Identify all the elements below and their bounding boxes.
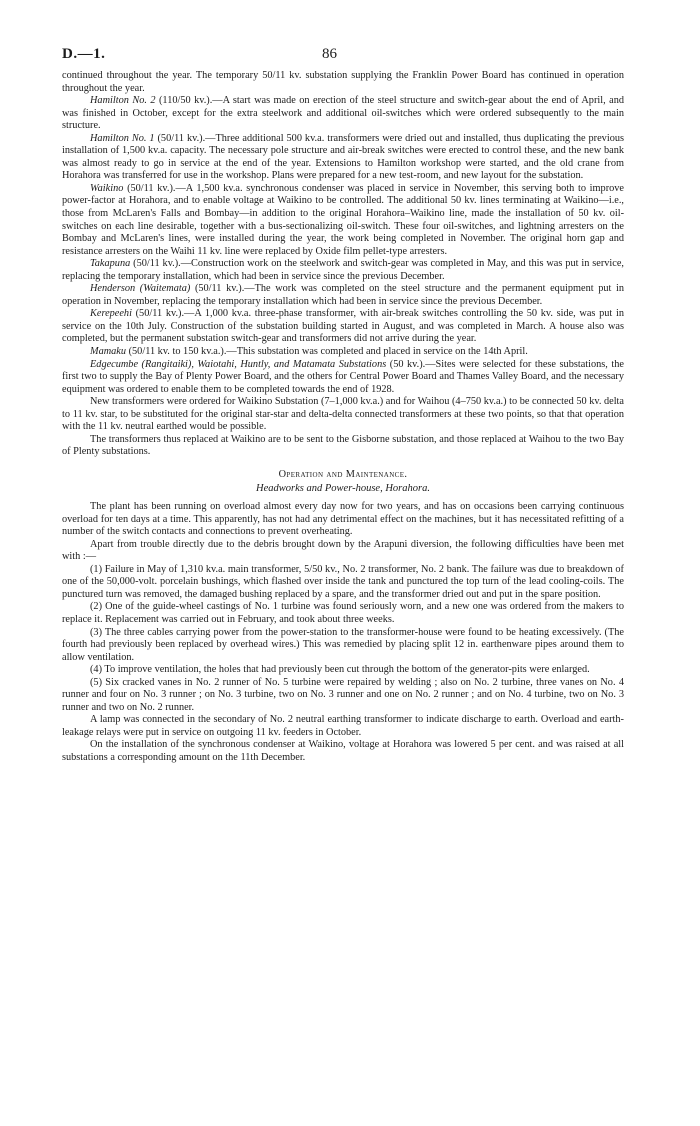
paragraph-edgecumbe: Edgecumbe (Rangitaiki), Waiotahi, Huntly, and Matamata Substations (50 kv.).—Sites were selected for these substations, the first two to supply the Bay of Plenty Power Board, and the others for Central Power Board and Thames Valley Board, and the necessary equipment was ordered to enable them to be completed towards the end of 1928. [62,358,624,395]
paragraph: On the installation of the synchronous condenser at Waikino, voltage at Horahora was lowered 5 per cent. and was raised at all substations a corresponding amount on the 11th December. [62,739,624,763]
section-subheading: Headworks and Power-house, Horahora. [256,482,430,494]
paragraph-henderson: Henderson (Waitemata) (50/11 kv.).—The work was completed on the steel structure and the permanent equipment put in operation in November, replacing the temporary installation which had been in service since the previous December. [62,283,624,307]
page-number: 86 [322,46,337,62]
paragraph-mamaku: Mamaku (50/11 kv. to 150 kv.a.).—This substation was completed and placed in service on the 14th April. [90,346,528,358]
paragraph-kerepeehi: Kerepeehi (50/11 kv.).—A 1,000 kv.a. three-phase transformer, with air-break switches controlling the 50 kv. side, was put in service on the 10th July. Construction of the substation building started in August, and was completed in March. A house also was completed, but the permanent substation switch-gear and transformers did not arrive during the year. [62,308,624,345]
list-item: (2) One of the guide-wheel castings of No. 1 turbine was found seriously worn, and a new one was ordered from the makers to replace it. Replacement was carried out in February, and took about three weeks. [62,601,624,625]
document-reference: D.—1. [62,46,106,62]
list-item: (4) To improve ventilation, the holes that had previously been cut through the bottom of the generator-pits were enlarged. [90,664,590,676]
list-item: (1) Failure in May of 1,310 kv.a. main transformer, 5/50 kv., No. 2 transformer, No. 2 bank. The failure was due to breakdown of one of the 50,000-volt. porcelain bushings, which flashed over inside the tank and punctured the top turn of the lead cooling-coils. The punctured turn was removed, the damaged bushing replaced by a spare, and the transformer dried out and put in the spare position. [62,563,624,600]
page-header [62,46,624,70]
list-item: (5) Six cracked vanes in No. 2 runner of No. 5 turbine were repaired by welding ; also on No. 2 turbine, three vanes on No. 4 runner and four on No. 3 runner ; on No. 3 turbine, two on No. 3 runner and one on No. 2 runner ; and on No. 4 turbine, two on No. 3 runner and two on No. 2 runner. [62,676,624,713]
document-page [62,46,624,765]
section-heading: Operation and Maintenance. [278,468,408,480]
paragraph-replaced-transformers: The transformers thus replaced at Waikino are to be sent to the Gisborne substation, and those replaced at Waihou to the two Bay of Plenty substations. [62,433,624,458]
list-item: (3) The three cables carrying power from the power-station to the transformer-house were found to be heating excessively. (The fourth had previously been replaced by overhead wires.) This was remedied by placing split 12 in. earthenware pipes around them to allow ventilation. [62,626,624,663]
paragraph-new-transformers: New transformers were ordered for Waikino Substation (7–1,000 kv.a.) and for Waihou (4–750 kv.a.) to be connected 50 kv. delta to 11 kv. star, to be substituted for the original star-star and delta-delta connected transformers at these two points, so that that operation with the 11 kv. neutral earthed would be possible. [62,396,624,433]
paragraph: The plant has been running on overload almost every day now for two years, and has on occasions been carrying continuous overload for ten days at a time. This apparently, has not had any detrimental effect on the machines, but it has necessitated refitting of a number of the switch contacts and connections to prevent overheating. [62,501,624,538]
paragraph-takapuna: Takapuna (50/11 kv.).—Construction work on the steelwork and switch-gear was completed in May, and this was put in service, replacing the temporary installation, which had been in service since the previous December. [62,258,624,282]
paragraph-hamilton-2: Hamilton No. 2 (110/50 kv.).—A start was made on erection of the steel structure and switch-gear about the end of April, and was finished in October, except for the extra steelwork and additional oil-switches which were ordered subsequently to the main structure. [62,95,624,132]
document-body [62,70,624,765]
paragraph-hamilton-1: Hamilton No. 1 (50/11 kv.).—Three additional 500 kv.a. transformers were dried out and installed, thus duplicating the previous installation of 1,500 kv.a. capacity. The necessary pole structure and air-break switches were erected to control these, and the new bank was almost ready to go in service at the end of the year. Extensions to Hamilton workshop were started, and the old crane from Horahora was transferred for use in the workshop. Plans were prepared for a new test-room, and new layout for the substation. [62,132,624,182]
paragraph: continued throughout the year. The temporary 50/11 kv. substation supplying the Franklin Power Board has continued in operation throughout the year. [62,70,624,94]
paragraph: A lamp was connected in the secondary of No. 2 neutral earthing transformer to indicate discharge to earth. Overload and earth-leakage relays were put in service on outgoing 11 kv. feeders in October. [62,714,624,738]
paragraph-waikino: Waikino (50/11 kv.).—A 1,500 kv.a. synchronous condenser was placed in service in November, this serving both to improve power-factor at Horahora, and to enable voltage at Waikino to be controlled. The additional 50 kv. lines terminating at Waikino—i.e., those from McLaren's Falls and Bombay—in addition to the original Horahora–Waikino line, made the installation of 50 kv. oil-switches on each line desirable, together with a bus-sectionalizing oil-switch. These four oil-switches, and lightning arresters on the Bombay and McLaren's lines, were installed during the year, the work being completed in November. The original horn gap and resistance arresters on the Waihi 11 kv. line were replaced by Oxide film pellet-type arresters. [62,182,624,257]
paragraph: Apart from trouble directly due to the debris brought down by the Arapuni diversion, the following difficulties have been met with :— [62,538,624,563]
